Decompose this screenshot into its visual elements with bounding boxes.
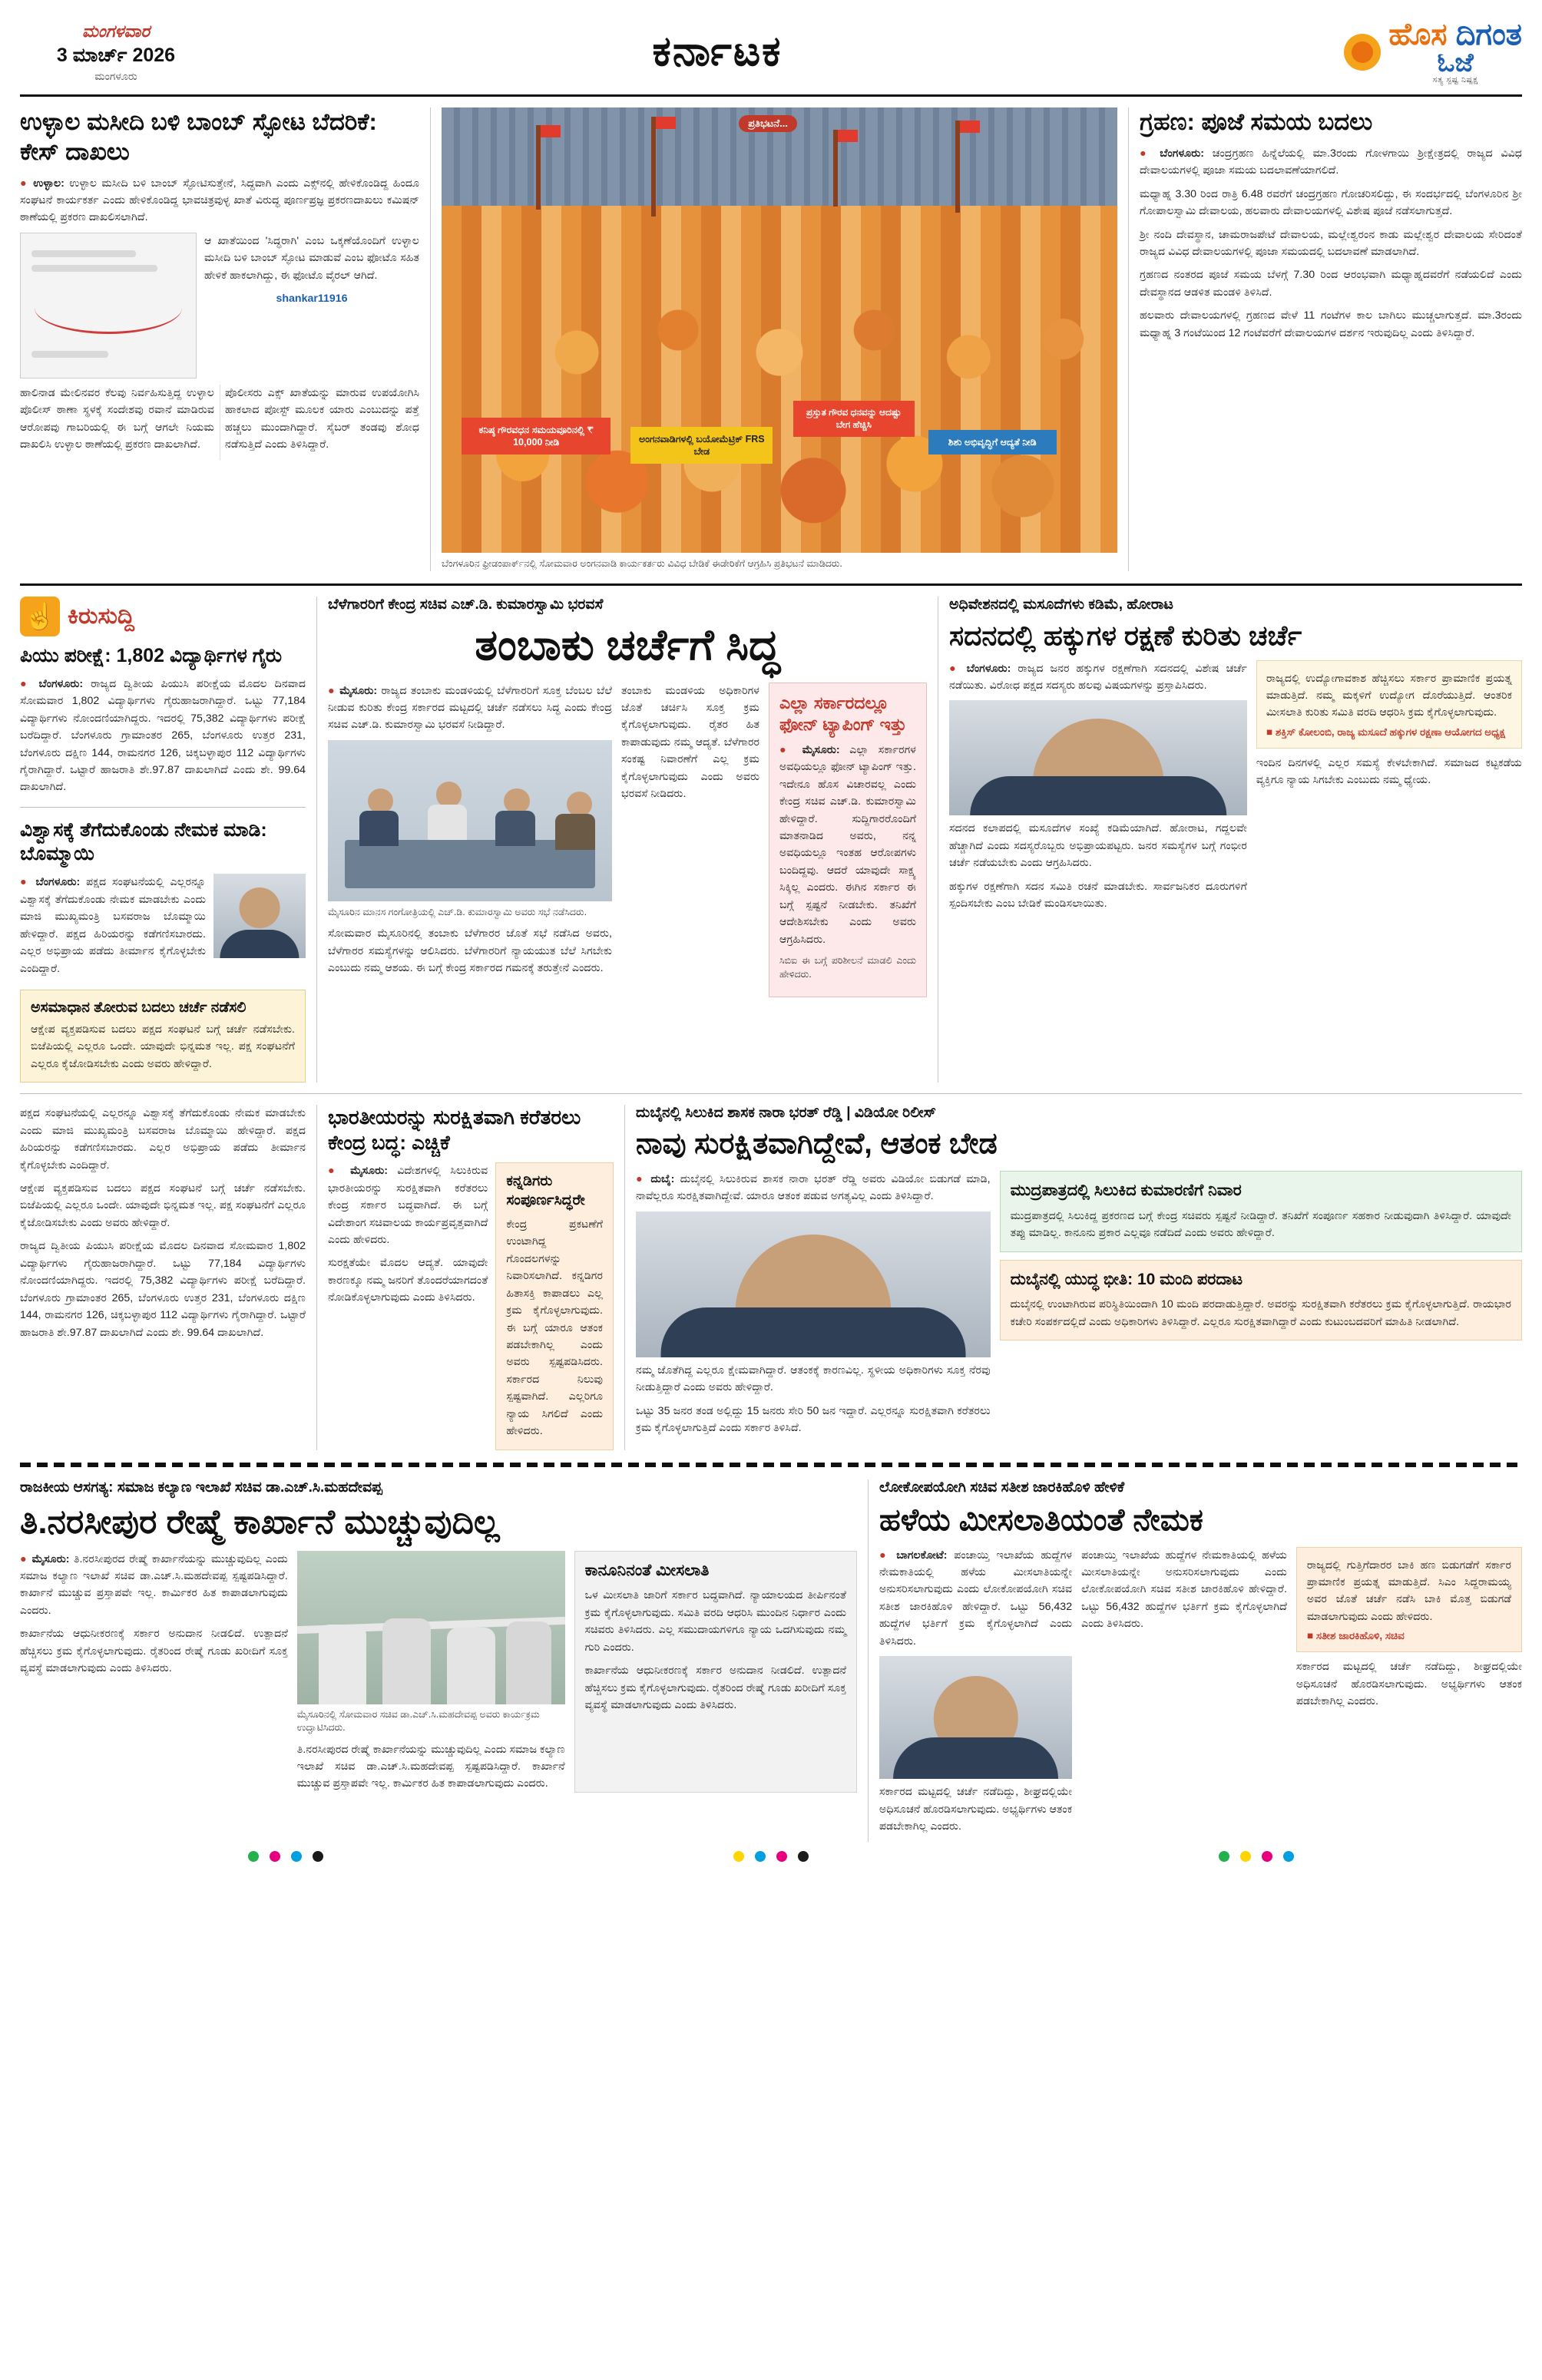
story-tobacco: ಬೆಳೆಗಾರರಿಗೆ ಕೇಂದ್ರ ಸಚಿವ ಎಚ್.ಡಿ. ಕುಮಾರಸ್ವಾಮಿ ಭರವಸೆ ತಂಬಾಕು ಚರ್ಚೆಗೆ ಸಿದ್ಧ ● ಮೈಸೂರು: ರಾಜ್ಯದ ತಂಬಾಕು ಮಂಡಳಿಯಲ್ಲಿ ಬೆಳೆಗಾರರಿಗೆ ಸೂಕ್ತ ಬೆಂಬಲ ಬೆಲೆ ನೀಡುವ ಕುರಿತು ಕೇಂದ್ರ ಸರ್ಕಾರದ ಮಟ್ಟದಲ್ಲಿ ಚರ್ಚೆ ನಡೆಸಲು ಸಿದ್ಧ ಎಂದು ಕೇಂದ್ರ ಸಚಿವ ಎಚ್.ಡಿ. ಕುಮಾರಸ್ವಾಮಿ ಭರವಸೆ ನೀಡಿದ್ದಾರೆ. ಮೈಸೂರಿನ ಮಾನಸ ಗಂಗೋತ್ರಿಯಲ್ಲಿ ಎಚ್.ಡಿ. ಕುಮಾರಸ್ವಾಮಿ ಅವರು ಸಭೆ ನಡೆಸಿದರು. ಸೋಮವಾರ ಮೈಸೂರಿನಲ್ಲಿ ತಂಬಾಕು ಬೆಳೆಗಾರರ ಜೊತೆ ಸಭೆ ನಡೆಸಿದ ಅವರು, ಬೆಳೆಗಾರರ ಸಮಸ್ಯೆಗಳನ್ನು ಆಲಿಸಿದರು. ಬೆಳೆಗಾರರಿಗೆ ನ್ಯಾಯಯುತ ಬೆಲೆ ಸಿಗಬೇಕು ಎಂಬುದು ನಮ್ಮ ಆಶಯ. ಈ ಬಗ್ಗೆ ಕೇಂದ್ರ ಸರ್ಕಾರದ ಗಮನಕ್ಕೆ ತರುತ್ತೇನೆ ಎಂದರು. ತಂಬಾಕು ಮಂಡಳಿಯ ಅಧಿಕಾರಿಗಳ ಜೊತೆ ಚರ್ಚಿಸಿ ಸೂಕ್ತ ಕ್ರಮ ಕೈಗೊಳ್ಳಲಾಗುವುದು. ರೈತರ ಹಿತ ಕಾಪಾಡುವುದು ನಮ್ಮ ಆದ್ಯತೆ. ಬೆಳೆಗಾರರ ಸಂಕಷ್ಟ ನಿವಾರಣೆಗೆ ಎಲ್ಲ ಕ್ರಮ ಕೈಗೊಳ್ಳಲಾಗುವುದು ಎಂದು ಅವರು ಭರವಸೆ ನೀಡಿದರು. ಎಲ್ಲಾ ಸರ್ಕಾರದಲ್ಲೂ ಫೋನ್ ಟ್ಯಾಪಿಂಗ್ ಇತ್ತು ● ಮೈಸೂರು: ಎಲ್ಲಾ ಸರ್ಕಾರಗಳ ಅವಧಿಯಲ್ಲೂ ಫೋನ್ ಟ್ಯಾಪಿಂಗ್ ಇತ್ತು. ಇದೇನೂ ಹೊಸ ವಿಚಾರವಲ್ಲ ಎಂದು ಕೇಂದ್ರ ಸಚಿವ ಎಚ್.ಡಿ. ಕುಮಾರಸ್ವಾಮಿ ಹೇಳಿದ್ದಾರೆ. ಸುದ್ದಿಗಾರರೊಂದಿಗೆ ಮಾತನಾಡಿದ ಅವರು, ನನ್ನ ಅವಧಿಯಲ್ಲೂ ಇಂತಹ ಆರೋಪಗಳು ಬಂದಿದ್ದವು. ಆದರೆ ಯಾವುದೇ ಸಾಕ್ಷ್ಯ ಸಿಕ್ಕಿಲ್ಲ ಎಂದರು. ಈಗಿನ ಸರ್ಕಾರ ಈ ಬಗ್ಗೆ ಸ್ಪಷ್ಟನೆ ನೀಡಬೇಕು. ತನಿಖೆಗೆ ಆದೇಶಿಸಬೇಕು ಎಂದು ಅವರು ಆಗ್ರಹಿಸಿದರು. ಸಿಬಿಐ ಈ ಬಗ್ಗೆ ಪರಿಶೀಲನೆ ಮಾಡಲಿ ಎಂದು ಹೇಳಿದರು. — [328, 597, 927, 1083]
headline: ಭಾರತೀಯರನ್ನು ಸುರಕ್ಷಿತವಾಗಿ ಕರೆತರಲು ಕೇಂದ್ರ ಬದ್ಧ: ಎಚ್ಚಿಕೆ — [328, 1106, 581, 1154]
para-2: ಸದನದ ಕಲಾಪದಲ್ಲಿ ಮಸೂದೆಗಳ ಸಂಖ್ಯೆ ಕಡಿಮೆಯಾಗಿದೆ. ಹೋರಾಟ, ಗದ್ದಲವೇ ಹೆಚ್ಚಾಗಿದೆ ಎಂದು ಸದಸ್ಯರೊಬ್ಬರು ಅಭಿಪ್ರಾಯಪಟ್ಟರು. ಜನರ ಸಮಸ್ಯೆಗಳ ಬಗ್ಗೆ ಗಂಭೀರ ಚರ್ಚೆ ನಡೆಯಬೇಕು ಎಂದು ಆಗ್ರಹಿಸಿದರು. — [949, 822, 1247, 870]
box-body-2: ಕಾರ್ಖಾನೆಯ ಆಧುನೀಕರಣಕ್ಕೆ ಸರ್ಕಾರ ಅನುದಾನ ನೀಡಲಿದೆ. ಉತ್ಪಾದನೆ ಹೆಚ್ಚಿಸಲು ಕ್ರಮ ಕೈಗೊಳ್ಳಲಾಗುವುದು. ರೈತರಿಂದ ರೇಷ್ಮೆ ಗೂಡು ಖರೀದಿಗೆ ಸೂಕ್ತ ವ್ಯವಸ್ಥೆ ಮಾಡಲಾಗುವುದು ಎಂದು ತಿಳಿಸಿದರು. — [584, 1664, 846, 1712]
para-5: ಹಲವಾರು ದೇವಾಲಯಗಳಲ್ಲಿ ಗ್ರಹಣದ ವೇಳೆ 11 ಗಂಟೆಗಳ ಕಾಲ ಬಾಗಿಲು ಮುಚ್ಚಲಾಗುತ್ತದೆ. ಮಾ.3ರಂದು ಮಧ್ಯಾಹ್ನ 3 ಗಂಟೆಯಿಂದ 12 ಗಂಟೆವರೆಗೆ ದೇವಾಲಯಗಳ ದರ್ಶನ ಇರುವುದಿಲ್ಲ ಎಂದು ತಿಳಿಸಿದ್ದಾರೆ. — [1140, 309, 1522, 339]
story-ullala-bomb — [20, 107, 419, 571]
para-1: ರಾಜ್ಯದ ಜನರ ಹಕ್ಕುಗಳ ರಕ್ಷಣೆಗಾಗಿ ಸದನದಲ್ಲಿ ವಿಶೇಷ ಚರ್ಚೆ ನಡೆಯಿತು. ವಿರೋಧ ಪಕ್ಷದ ಸದಸ್ಯರು ಹಲವು ವಿಷಯಗಳನ್ನು ಪ್ರಸ್ತಾಪಿಸಿದರು. — [949, 662, 1247, 692]
placard-3: ಪ್ರಸ್ತುತ ಗೌರವ ಧನವನ್ನು ಆದಷ್ಟು ಬೇಗ ಹೆಚ್ಚಿಸಿ — [793, 401, 915, 437]
para-1: ರಾಜ್ಯದ ತಂಬಾಕು ಮಂಡಳಿಯಲ್ಲಿ ಬೆಳೆಗಾರರಿಗೆ ಸೂಕ್ತ ಬೆಂಬಲ ಬೆಲೆ ನೀಡುವ ಕುರಿತು ಕೇಂದ್ರ ಸರ್ಕಾರದ ಮಟ್ಟದಲ್ಲಿ ಚರ್ಚೆ ನಡೆಸಲು ಸಿದ್ಧ ಎಂದು ಕೇಂದ್ರ ಸಚಿವ ಎಚ್.ಡಿ. ಕುಮಾರಸ್ವಾಮಿ ಭರವಸೆ ನೀಡಿದ್ದಾರೆ. — [328, 684, 612, 732]
headline: ಹಳೆಯ ಮೀಸಲಾತಿಯಂತೆ ನೇಮಕ — [879, 1502, 1203, 1537]
para-3: ಪಂಚಾಯ್ತಿ ಇಲಾಖೆಯ ಹುದ್ದೆಗಳ ನೇಮಕಾತಿಯಲ್ಲಿ ಹಳೆಯ ಮೀಸಲಾತಿಯನ್ನೇ ಅನುಸರಿಸಲಾಗುವುದು ಎಂದು ಲೋಕೋಪಯೋಗಿ ಸಚಿವ ಸತೀಶ ಜಾರಕಿಹೊಳಿ ಹೇಳಿದ್ದಾರೆ. ಒಟ್ಟು 56,432 ಹುದ್ದೆಗಳ ಭರ್ತಿಗೆ ಕ್ರಮ ಕೈಗೊಳ್ಳಲಾಗಿದೆ ಎಂದು ತಿಳಿಸಿದರು. — [1081, 1549, 1287, 1631]
dateline: ಬೆಂಗಳೂರು: — [966, 662, 1011, 675]
masthead-place: ಮಂಗಳೂರು — [94, 69, 137, 82]
quote-text: ರಾಜ್ಯದಲ್ಲಿ ಉದ್ಯೋಗಾವಕಾಶ ಹೆಚ್ಚಿಸಲು ಸರ್ಕಾರ ಪ್ರಾಮಾಣಿಕ ಪ್ರಯತ್ನ ಮಾಡುತ್ತಿದೆ. ನಮ್ಮ ಮಕ್ಕಳಿಗೆ ಉದ್ಯೋಗ ದೊರೆಯುತ್ತಿದೆ. ಆಂತರಿಕ ಮೀಸಲಾತಿ ಕುರಿತು ಸಮಿತಿ ವರದಿ ಆಧರಿಸಿ ಕ್ರಮ ಕೈಗೊಳ್ಳಲಾಗುವುದು. — [1266, 672, 1512, 719]
photo-caption: ಮೈಸೂರಿನಲ್ಲಿ ಸೋಮವಾರ ಸಚಿವ ಡಾ.ಎಚ್.ಸಿ.ಮಹದೇವಪ್ಪ ಅವರು ಕಾರ್ಯಕ್ರಮ ಉದ್ಘಾಟಿಸಿದರು. — [296, 1708, 540, 1734]
story-bharat-reddy: ದುಬೈನಲ್ಲಿ ಸಿಲುಕಿದ ಶಾಸಕ ನಾರಾ ಭರತ್ ರೆಡ್ಡಿ | ವಿಡಿಯೋ ರಿಲೀಸ್ ನಾವು ಸುರಕ್ಷಿತವಾಗಿದ್ದೇವೆ, ಆತಂಕ ಬೇಡ ● ದುಬೈ: ದುಬೈನಲ್ಲಿ ಸಿಲುಕಿರುವ ಶಾಸಕ ನಾರಾ ಭರತ್ ರೆಡ್ಡಿ ಅವರು ವಿಡಿಯೋ ಬಿಡುಗಡೆ ಮಾಡಿ, ನಾವೆಲ್ಲರೂ ಸುರಕ್ಷಿತವಾಗಿದ್ದೇವೆ. ಯಾರೂ ಆತಂಕ ಪಡುವ ಅಗತ್ಯವಿಲ್ಲ ಎಂದು ತಿಳಿಸಿದ್ದಾರೆ. ನಮ್ಮ ಜೊತೆಗಿದ್ದ ಎಲ್ಲರೂ ಕ್ಷೇಮವಾಗಿದ್ದಾರೆ. ಆತಂಕಕ್ಕೆ ಕಾರಣವಿಲ್ಲ. ಸ್ಥಳೀಯ ಅಧಿಕಾರಿಗಳು ಸೂಕ್ತ ನೆರವು ನೀಡುತ್ತಿದ್ದಾರೆ ಎಂದು ಅವರು ಹೇಳಿದ್ದಾರೆ. ಒಟ್ಟು 35 ಜನರ ತಂಡ ಅಲ್ಲಿದ್ದು 15 ಜನರು ಸೇರಿ 50 ಜನ ಇದ್ದಾರೆ. ಎಲ್ಲರನ್ನೂ ಸುರಕ್ಷಿತವಾಗಿ ಕರೆತರಲು ಕ್ರಮ ಕೈಗೊಳ್ಳಲಾಗುತ್ತಿದೆ ಎಂದು ಸರ್ಕಾರ ತಿಳಿಸಿದೆ. ಮುದ್ರಪಾತ್ರದಲ್ಲಿ ಸಿಲುಕಿದ ಕುಮಾರಣಿಗೆ ನಿವಾರ ಮುದ್ರಪಾತ್ರದಲ್ಲಿ ಸಿಲುಕಿದ್ದ ಪ್ರಕರಣದ ಬಗ್ಗೆ ಕೇಂದ್ರ ಸಚಿವರು ಸ್ಪಷ್ಟನೆ ನೀಡಿದ್ದಾರೆ. ತನಿಖೆಗೆ ಸಂಪೂರ್ಣ ಸಹಕಾರ ನೀಡುವುದಾಗಿ ತಿಳಿಸಿದ್ದಾರೆ. ಯಾವುದೇ ತಪ್ಪು ಮಾಡಿಲ್ಲ. ಕಾನೂನು ಪ್ರಕಾರ ಎಲ್ಲವೂ ನಡೆದಿದೆ ಎಂದು ಅವರು ಹೇಳಿದ್ದಾರೆ. ದುಬೈನಲ್ಲಿ ಯುದ್ಧ ಭೀತಿ: 10 ಮಂದಿ ಪರದಾಟ ದುಬೈನಲ್ಲಿ ಉಂಟಾಗಿರುವ ಪರಿಸ್ಥಿತಿಯಿಂದಾಗಿ 10 ಮಂದಿ ಪರದಾಡುತ್ತಿದ್ದಾರೆ. ಅವರನ್ನು ಸುರಕ್ಷಿತವಾಗಿ ಕರೆತರಲು ಕ್ರಮ ಕೈಗೊಳ್ಳಲಾಗುತ್ತಿದೆ. ರಾಯಭಾರ ಕಚೇರಿ ಸಂಪರ್ಕದಲ್ಲಿದೆ ಎಂದು ಅಧಿಕಾರಿಗಳು ತಿಳಿಸಿದ್ದಾರೆ. ಎಲ್ಲರೂ ಸುರಕ್ಷಿತವಾಗಿದ್ದಾರೆ ಎಂದು ಕುಟುಂಬದವರಿಗೆ ಮಾಹಿತಿ ನೀಡಲಾಗಿದೆ. — [636, 1105, 1522, 1449]
para-2: ಸೋಮವಾರ ಮೈಸೂರಿನಲ್ಲಿ ತಂಬಾಕು ಬೆಳೆಗಾರರ ಜೊತೆ ಸಭೆ ನಡೆಸಿದ ಅವರು, ಬೆಳೆಗಾರರ ಸಮಸ್ಯೆಗಳನ್ನು ಆಲಿಸಿದರು. ಬೆಳೆಗಾರರಿಗೆ ನ್ಯಾಯಯುತ ಬೆಲೆ ಸಿಗಬೇಕು ಎಂಬುದು ನಮ್ಮ ಆಶಯ. ಈ ಬಗ್ಗೆ ಕೇಂದ್ರ ಸರ್ಕಾರದ ಗಮನಕ್ಕೆ ತರುತ್ತೇನೆ ಎಂದರು. — [328, 927, 612, 975]
color-registration-dots — [20, 1842, 1522, 1868]
dateline: ದುಬೈ: — [650, 1172, 675, 1185]
dateline: ಮೈಸೂರು: — [31, 1552, 70, 1565]
kiru-overflow-text: ಪಕ್ಷದ ಸಂಘಟನೆಯಲ್ಲಿ ಎಲ್ಲರನ್ನೂ ವಿಶ್ವಾಸಕ್ಕೆ ತೆಗೆದುಕೊಂಡು ನೇಮಕ ಮಾಡಬೇಕು ಎಂದು ಮಾಜಿ ಮುಖ್ಯಮಂತ್ರಿ ಬಸವರಾಜ ಬೊಮ್ಮಾಯಿ ಹೇಳಿದ್ದಾರೆ. ಪಕ್ಷದ ಹಿರಿಯರನ್ನು ಕಡೆಗಣಿಸಬಾರದು. ಎಲ್ಲರ ಅಭಿಪ್ರಾಯ ಪಡೆದು ತೀರ್ಮಾನ ಕೈಗೊಳ್ಳಬೇಕು ಎಂದಿದ್ದಾರೆ. — [20, 1107, 306, 1172]
para-3: ತಿ.ನರಸೀಪುರದ ರೇಷ್ಮೆ ಕಾರ್ಖಾನೆಯನ್ನು ಮುಚ್ಚುವುದಿಲ್ಲ ಎಂದು ಸಮಾಜ ಕಲ್ಯಾಣ ಇಲಾಖೆ ಸಚಿವ ಡಾ.ಎಚ್.ಸಿ.ಮಹದೇವಪ್ಪ ಸ್ಪಷ್ಟಪಡಿಸಿದ್ದಾರೆ. ಕಾರ್ಖಾನೆ ಮುಚ್ಚುವ ಪ್ರಸ್ತಾಪವೇ ಇಲ್ಲ. ಕಾರ್ಮಿಕರ ಹಿತ ಕಾಪಾಡಲಾಗುವುದು ಎಂದರು. — [296, 1743, 565, 1790]
minister-portrait — [879, 1656, 1072, 1779]
story-recruitment: ಲೋಕೋಪಯೋಗಿ ಸಚಿವ ಸತೀಶ ಜಾರಕಿಹೊಳಿ ಹೇಳಿಕೆ ಹಳೆಯ ಮೀಸಲಾತಿಯಂತೆ ನೇಮಕ ● ಬಾಗಲಕೋಟೆ: ಪಂಚಾಯ್ತಿ ಇಲಾಖೆಯ ಹುದ್ದೆಗಳ ನೇಮಕಾತಿಯಲ್ಲಿ ಹಳೆಯ ಮೀಸಲಾತಿಯನ್ನೇ ಅನುಸರಿಸಲಾಗುವುದು ಎಂದು ಲೋಕೋಪಯೋಗಿ ಸಚಿವ ಸತೀಶ ಜಾರಕಿಹೊಳಿ ಹೇಳಿದ್ದಾರೆ. ಒಟ್ಟು 56,432 ಹುದ್ದೆಗಳ ಭರ್ತಿಗೆ ಕ್ರಮ ಕೈಗೊಳ್ಳಲಾಗಿದೆ ಎಂದು ತಿಳಿಸಿದರು. ಸರ್ಕಾರದ ಮಟ್ಟದಲ್ಲಿ ಚರ್ಚೆ ನಡೆದಿದ್ದು, ಶೀಘ್ರದಲ್ಲಿಯೇ ಅಧಿಸೂಚನೆ ಹೊರಡಿಸಲಾಗುವುದು. ಅಭ್ಯರ್ಥಿಗಳು ಆತಂಕ ಪಡಬೇಕಾಗಿಲ್ಲ ಎಂದರು. ಪಂಚಾಯ್ತಿ ಇಲಾಖೆಯ ಹುದ್ದೆಗಳ ನೇಮಕಾತಿಯಲ್ಲಿ ಹಳೆಯ ಮೀಸಲಾತಿಯನ್ನೇ ಅನುಸರಿಸಲಾಗುವುದು ಎಂದು ಲೋಕೋಪಯೋಗಿ ಸಚಿವ ಸತೀಶ ಜಾರಕಿಹೊಳಿ ಹೇಳಿದ್ದಾರೆ. ಒಟ್ಟು 56,432 ಹುದ್ದೆಗಳ ಭರ್ತಿಗೆ ಕ್ರಮ ಕೈಗೊಳ್ಳಲಾಗಿದೆ ಎಂದು ತಿಳಿಸಿದರು. ರಾಜ್ಯದಲ್ಲಿ ಗುತ್ತಿಗೆದಾರರ ಬಾಕಿ ಹಣ ಬಿಡುಗಡೆಗೆ ಸರ್ಕಾರ ಪ್ರಾಮಾಣಿಕ ಪ್ರಯತ್ನ ಮಾಡುತ್ತಿದೆ. ಸಿಎಂ ಸಿದ್ದರಾಮಯ್ಯ ಅವರ ಜೊತೆ ಚರ್ಚೆ ನಡೆಸಿ ಬಾಕಿ ಮೊತ್ತ ಬಿಡುಗಡೆ ಮಾಡಲಾಗುವುದು ಎಂದು ಹೇಳಿದರು. ■ ಸತೀಶ ಜಾರಕಿಹೊಳಿ, ಸಚಿವ ಸರ್ಕಾರದ ಮಟ್ಟದಲ್ಲಿ ಚರ್ಚೆ ನಡೆದಿದ್ದು, ಶೀಘ್ರದಲ್ಲಿಯೇ ಅಧಿಸೂಚನೆ ಹೊರಡಿಸಲಾಗುವುದು. ಅಭ್ಯರ್ಥಿಗಳು ಆತಂಕ ಪಡಬೇಕಾಗಿಲ್ಲ ಎಂದರು. — [879, 1479, 1522, 1842]
headline: ಸದನದಲ್ಲಿ ಹಕ್ಕುಗಳ ರಕ್ಷಣೆ ಕುರಿತು ಚರ್ಚೆ — [949, 619, 1302, 651]
kiru-item-2-body: ಪಕ್ಷದ ಸಂಘಟನೆಯಲ್ಲಿ ಎಲ್ಲರನ್ನೂ ವಿಶ್ವಾಸಕ್ಕೆ ತೆಗೆದುಕೊಂಡು ನೇಮಕ ಮಾಡಬೇಕು ಎಂದು ಮಾಜಿ ಮುಖ್ಯಮಂತ್ರಿ ಬಸವರಾಜ ಬೊಮ್ಮಾಯಿ ಹೇಳಿದ್ದಾರೆ. ಪಕ್ಷದ ಹಿರಿಯರನ್ನು ಕಡೆಗಣಿಸಬಾರದು. ಎಲ್ಲರ ಅಭಿಪ್ರಾಯ ಪಡೆದು ತೀರ್ಮಾನ ಕೈಗೊಳ್ಳಬೇಕು ಎಂದಿದ್ದಾರೆ. — [20, 876, 206, 975]
top-row — [20, 107, 1522, 571]
session-quote-box: ರಾಜ್ಯದಲ್ಲಿ ಉದ್ಯೋಗಾವಕಾಶ ಹೆಚ್ಚಿಸಲು ಸರ್ಕಾರ ಪ್ರಾಮಾಣಿಕ ಪ್ರಯತ್ನ ಮಾಡುತ್ತಿದೆ. ನಮ್ಮ ಮಕ್ಕಳಿಗೆ ಉದ್ಯೋಗ ದೊರೆಯುತ್ತಿದೆ. ಆಂತರಿಕ ಮೀಸಲಾತಿ ಕುರಿತು ಸಮಿತಿ ವರದಿ ಆಧರಿಸಿ ಕ್ರಮ ಕೈಗೊಳ್ಳಲಾಗುವುದು. ■ ಶಕ್ತಿಸ್ ಕೋಲಂಬಿ, ರಾಜ್ಯ ಮಸೂದೆ ಹಕ್ಕುಗಳ ರಕ್ಷಣಾ ಆಯೋಗದ ಅಧ್ಯಕ್ಷ — [1256, 660, 1522, 749]
inauguration-photo — [297, 1551, 565, 1704]
third-row — [20, 1105, 1522, 1449]
story-session: ಅಧಿವೇಶನದಲ್ಲಿ ಮಸೂದೆಗಳು ಕಡಿಮೆ, ಹೋರಾಟ ಸದನದಲ್ಲಿ ಹಕ್ಕುಗಳ ರಕ್ಷಣೆ ಕುರಿತು ಚರ್ಚೆ ● ಬೆಂಗಳೂರು: ರಾಜ್ಯದ ಜನರ ಹಕ್ಕುಗಳ ರಕ್ಷಣೆಗಾಗಿ ಸದನದಲ್ಲಿ ವಿಶೇಷ ಚರ್ಚೆ ನಡೆಯಿತು. ವಿರೋಧ ಪಕ್ಷದ ಸದಸ್ಯರು ಹಲವು ವಿಷಯಗಳನ್ನು ಪ್ರಸ್ತಾಪಿಸಿದರು. ಸದನದ ಕಲಾಪದಲ್ಲಿ ಮಸೂದೆಗಳ ಸಂಖ್ಯೆ ಕಡಿಮೆಯಾಗಿದೆ. ಹೋರಾಟ, ಗದ್ದಲವೇ ಹೆಚ್ಚಾಗಿದೆ ಎಂದು ಸದಸ್ಯರೊಬ್ಬರು ಅಭಿಪ್ರಾಯಪಟ್ಟರು. ಜನರ ಸಮಸ್ಯೆಗಳ ಬಗ್ಗೆ ಗಂಭೀರ ಚರ್ಚೆ ನಡೆಯಬೇಕು ಎಂದು ಆಗ್ರಹಿಸಿದರು. ಹಕ್ಕುಗಳ ರಕ್ಷಣೆಗಾಗಿ ಸದನ ಸಮಿತಿ ರಚನೆ ಮಾಡಬೇಕು. ಸಾರ್ವಜನಿಕರ ದೂರುಗಳಿಗೆ ಸ್ಪಂದಿಸಬೇಕು ಎಂಬ ಬೇಡಿಕೆ ಮಂಡಿಸಲಾಯಿತು. ರಾಜ್ಯದಲ್ಲಿ ಉದ್ಯೋಗಾವಕಾಶ ಹೆಚ್ಚಿಸಲು ಸರ್ಕಾರ ಪ್ರಾಮಾಣಿಕ ಪ್ರಯತ್ನ ಮಾಡುತ್ತಿದೆ. ನಮ್ಮ ಮಕ್ಕಳಿಗೆ ಉದ್ಯೋಗ ದೊರೆಯುತ್ತಿದೆ. ಆಂತರಿಕ ಮೀಸಲಾತಿ ಕುರಿತು ಸಮಿತಿ ವರದಿ ಆಧರಿಸಿ ಕ್ರಮ ಕೈಗೊಳ್ಳಲಾಗುವುದು. ■ ಶಕ್ತಿಸ್ ಕೋಲಂಬಿ, ರಾಜ್ಯ ಮಸೂದೆ ಹಕ್ಕುಗಳ ರಕ್ಷಣಾ ಆಯೋಗದ ಅಧ್ಯಕ್ಷ ಇಂದಿನ ದಿನಗಳಲ್ಲಿ ಎಲ್ಲರ ಸಮಸ್ಯೆ ಕೇಳಬೇಕಾಗಿದೆ. ಸಮಾಜದ ಕಟ್ಟಕಡೆಯ ವ್ಯಕ್ತಿಗೂ ನ್ಯಾಯ ಸಿಗಬೇಕು ಎಂಬುದು ನಮ್ಮ ಧ್ಯೇಯ. — [949, 597, 1522, 1083]
masthead-date: 3 ಮಾರ್ಚ್ 2026 — [56, 45, 176, 67]
headline: ಉಳ್ಳಾಲ ಮಸೀದಿ ಬಳಿ ಬಾಂಬ್ ಸ್ಫೋಟ ಬೆದರಿಕೆ: ಕೇಸ್ ದಾಖಲು — [20, 108, 377, 165]
kiru-overflow-text-3: ರಾಜ್ಯದ ದ್ವಿತೀಯ ಪಿಯುಸಿ ಪರೀಕ್ಷೆಯ ಮೊದಲ ದಿನವಾದ ಸೋಮವಾರ 1,802 ವಿದ್ಯಾರ್ಥಿಗಳು ಗೈರುಹಾಜರಾಗಿದ್ದಾರೆ. ಒಟ್ಟು 77,184 ವಿದ್ಯಾರ್ಥಿಗಳು ನೋಂದಣಿಯಾಗಿದ್ದರು. ಇದರಲ್ಲಿ 75,382 ವಿದ್ಯಾರ್ಥಿಗಳು ಪರೀಕ್ಷೆ ಬರೆದಿದ್ದಾರೆ. ಬೆಂಗಳೂರು ಗ್ರಾಮಾಂತರ 265, ಬೆಂಗಳೂರು ಉತ್ತರ 231, ಬೆಂಗಳೂರು ದಕ್ಷಿಣ 144, ರಾಮನಗರ 126, ಚಿಕ್ಕಬಳ್ಳಾಪುರ 112 ವಿದ್ಯಾರ್ಥಿಗಳು ಗೈರಾಗಿದ್ದಾರೆ. ಒಟ್ಟಾರೆ ಹಾಜರಾತಿ ಶೇ.97.87 ದಾಖಲಾಗಿದೆ ಎಂದು ಶೇ. 99.64 ದಾಖಲಾಗಿದೆ. — [20, 1240, 306, 1339]
page-title: ಕರ್ನಾಟಕ — [652, 28, 783, 74]
dateline: ಬೆಂಗಳೂರು: — [1160, 147, 1204, 160]
bottom-row — [20, 1479, 1522, 1842]
photo-caption: ಬೆಂಗಳೂರಿನ ಫ್ರೀಡಂಪಾರ್ಕ್‌ನಲ್ಲಿ ಸೋಮವಾರ ಅಂಗನವಾಡಿ ಕಾರ್ಯಕರ್ತರು ವಿವಿಧ ಬೇಡಿಕೆ ಈಡೇರಿಕೆಗೆ ಆಗ್ರಹಿಸಿ ಪ್ರತಿಭಟನೆ ಮಾಡಿದರು. — [442, 558, 842, 569]
sun-icon — [1344, 34, 1381, 71]
story-central-commitment: ಭಾರತೀಯರನ್ನು ಸುರಕ್ಷಿತವಾಗಿ ಕರೆತರಲು ಕೇಂದ್ರ ಬದ್ಧ: ಎಚ್ಚಿಕೆ ● ಮೈಸೂರು: ವಿದೇಶಗಳಲ್ಲಿ ಸಿಲುಕಿರುವ ಭಾರತೀಯರನ್ನು ಸುರಕ್ಷಿತವಾಗಿ ಕರೆತರಲು ಕೇಂದ್ರ ಸರ್ಕಾರ ಬದ್ಧವಾಗಿದೆ. ಈ ಬಗ್ಗೆ ವಿದೇಶಾಂಗ ಸಚಿವಾಲಯ ಕಾರ್ಯಪ್ರವೃತ್ತವಾಗಿದೆ ಎಂದು ಹೇಳಿದರು. ಸುರಕ್ಷತೆಯೇ ಮೊದಲ ಆದ್ಯತೆ. ಯಾವುದೇ ಕಾರಣಕ್ಕೂ ನಮ್ಮ ಜನರಿಗೆ ತೊಂದರೆಯಾಗದಂತೆ ನೋಡಿಕೊಳ್ಳಲಾಗುವುದು ಎಂದು ತಿಳಿಸಿದರು. ಕನ್ನಡಿಗರು ಸಂಪೂರ್ಣಸಿದ್ಧರೇ ಕೇಂದ್ರ ಪ್ರಕಟಣೆಗೆ ಉಂಟಾಗಿದ್ದ ಗೊಂದಲಗಳನ್ನು ನಿವಾರಿಸಲಾಗಿದೆ. ಕನ್ನಡಿಗರ ಹಿತಾಸಕ್ತಿ ಕಾಪಾಡಲು ಎಲ್ಲ ಕ್ರಮ ಕೈಗೊಳ್ಳಲಾಗುವುದು. ಈ ಬಗ್ಗೆ ಯಾರೂ ಆತಂಕ ಪಡಬೇಕಾಗಿಲ್ಲ ಎಂದು ಅವರು ಸ್ಪಷ್ಟಪಡಿಸಿದರು. ಸರ್ಕಾರದ ನಿಲುವು ಸ್ಪಷ್ಟವಾಗಿದೆ. ಎಲ್ಲರಿಗೂ ನ್ಯಾಯ ಸಿಗಲಿದೆ ಎಂದು ಹೇಳಿದರು. — [328, 1105, 614, 1449]
headline: ತಿ.ನರಸೀಪುರ ರೇಷ್ಮೆ ಕಾರ್ಖಾನೆ ಮುಚ್ಚುವುದಿಲ್ಲ — [20, 1502, 500, 1541]
quote-heading: ಅಸಮಾಧಾನ ತೋರುವ ಬದಲು ಚರ್ಚೆ ನಡೆಸಲಿ — [31, 999, 247, 1016]
kiru-badge-word2: ಸುದ್ದಿ — [98, 603, 135, 629]
dateline: ಮೈಸೂರು: — [350, 1165, 388, 1178]
logo-word-1: ಹೊಸ — [1388, 18, 1448, 51]
box-text: ರಾಜ್ಯದಲ್ಲಿ ಗುತ್ತಿಗೆದಾರರ ಬಾಕಿ ಹಣ ಬಿಡುಗಡೆಗೆ ಸರ್ಕಾರ ಪ್ರಾಮಾಣಿಕ ಪ್ರಯತ್ನ ಮಾಡುತ್ತಿದೆ. ಸಿಎಂ ಸಿದ್ದರಾಮಯ್ಯ ಅವರ ಜೊತೆ ಚರ್ಚೆ ನಡೆಸಿ ಬಾಕಿ ಮೊತ್ತ ಬಿಡುಗಡೆ ಮಾಡಲಾಗುವುದು ಎಂದು ಹೇಳಿದರು. — [1306, 1559, 1511, 1623]
dateline: ಮೈಸೂರು: — [802, 743, 840, 756]
headline: ನಾವು ಸುರಕ್ಷಿತವಾಗಿದ್ದೇವೆ, ಆತಂಕ ಬೇಡ — [636, 1128, 998, 1161]
story-silk-factory: ರಾಜಕೀಯ ಆಸಗತ್ಯ: ಸಮಾಜ ಕಲ್ಯಾಣ ಇಲಾಖೆ ಸಚಿವ ಡಾ.ಎಚ್.ಸಿ.ಮಹದೇವಪ್ಪ ತಿ.ನರಸೀಪುರ ರೇಷ್ಮೆ ಕಾರ್ಖಾನೆ ಮುಚ್ಚುವುದಿಲ್ಲ ● ಮೈಸೂರು: ತಿ.ನರಸೀಪುರದ ರೇಷ್ಮೆ ಕಾರ್ಖಾನೆಯನ್ನು ಮುಚ್ಚುವುದಿಲ್ಲ ಎಂದು ಸಮಾಜ ಕಲ್ಯಾಣ ಇಲಾಖೆ ಸಚಿವ ಡಾ.ಎಚ್.ಸಿ.ಮಹದೇವಪ್ಪ ಸ್ಪಷ್ಟಪಡಿಸಿದ್ದಾರೆ. ಕಾರ್ಖಾನೆ ಮುಚ್ಚುವ ಪ್ರಸ್ತಾಪವೇ ಇಲ್ಲ. ಕಾರ್ಮಿಕರ ಹಿತ ಕಾಪಾಡಲಾಗುವುದು ಎಂದರು. ಕಾರ್ಖಾನೆಯ ಆಧುನೀಕರಣಕ್ಕೆ ಸರ್ಕಾರ ಅನುದಾನ ನೀಡಲಿದೆ. ಉತ್ಪಾದನೆ ಹೆಚ್ಚಿಸಲು ಕ್ರಮ ಕೈಗೊಳ್ಳಲಾಗುವುದು. ರೈತರಿಂದ ರೇಷ್ಮೆ ಗೂಡು ಖರೀದಿಗೆ ಸೂಕ್ತ ವ್ಯವಸ್ಥೆ ಮಾಡಲಾಗುವುದು ಎಂದು ತಿಳಿಸಿದರು. ಮೈಸೂರಿನಲ್ಲಿ ಸೋಮವಾರ ಸಚಿವ ಡಾ.ಎಚ್.ಸಿ.ಮಹದೇವಪ್ಪ ಅವರು ಕಾರ್ಯಕ್ರಮ ಉದ್ಘಾಟಿಸಿದರು. ತಿ.ನರಸೀಪುರದ ರೇಷ್ಮೆ ಕಾರ್ಖಾನೆಯನ್ನು ಮುಚ್ಚುವುದಿಲ್ಲ ಎಂದು ಸಮಾಜ ಕಲ್ಯಾಣ ಇಲಾಖೆ ಸಚಿವ ಡಾ.ಎಚ್.ಸಿ.ಮಹದೇವಪ್ಪ ಸ್ಪಷ್ಟಪಡಿಸಿದ್ದಾರೆ. ಕಾರ್ಖಾನೆ ಮುಚ್ಚುವ ಪ್ರಸ್ತಾಪವೇ ಇಲ್ಲ. ಕಾರ್ಮಿಕರ ಹಿತ ಕಾಪಾಡಲಾಗುವುದು ಎಂದರು. ಕಾನೂನಿನಂತೆ ಮೀಸಲಾತಿ ಒಳ ಮೀಸಲಾತಿ ಜಾರಿಗೆ ಸರ್ಕಾರ ಬದ್ಧವಾಗಿದೆ. ನ್ಯಾಯಾಲಯದ ತೀರ್ಪಿನಂತೆ ಕ್ರಮ ಕೈಗೊಳ್ಳಲಾಗುವುದು. ಸಮಿತಿ ವರದಿ ಆಧರಿಸಿ ಮುಂದಿನ ನಿರ್ಧಾರ ಎಂದು ಸಚಿವರು ತಿಳಿಸಿದರು. ಎಲ್ಲ ಸಮುದಾಯಗಳಿಗೂ ನ್ಯಾಯ ಒದಗಿಸುವುದು ನಮ್ಮ ಗುರಿ ಎಂದರು. ಕಾರ್ಖಾನೆಯ ಆಧುನೀಕರಣಕ್ಕೆ ಸರ್ಕಾರ ಅನುದಾನ ನೀಡಲಿದೆ. ಉತ್ಪಾದನೆ ಹೆಚ್ಚಿಸಲು ಕ್ರಮ ಕೈಗೊಳ್ಳಲಾಗುವುದು. ರೈತರಿಂದ ರೇಷ್ಮೆ ಗೂಡು ಖರೀದಿಗೆ ಸೂಕ್ತ ವ್ಯವಸ್ಥೆ ಮಾಡಲಾಗುವುದು ಎಂದು ತಿಳಿಸಿದರು. — [20, 1479, 857, 1842]
photo-protest-block — [442, 107, 1117, 571]
second-row — [20, 597, 1522, 1083]
kiru-overflow-text-2: ಆಕ್ಷೇಪ ವ್ಯಕ್ತಪಡಿಸುವ ಬದಲು ಪಕ್ಷದ ಸಂಘಟನೆ ಬಗ್ಗೆ ಚರ್ಚೆ ನಡೆಸಬೇಕು. ಬಿಜೆಪಿಯಲ್ಲಿ ಎಲ್ಲರೂ ಒಂದೇ. ಯಾವುದೇ ಭಿನ್ನಮತ ಇಲ್ಲ. ಪಕ್ಷ ಸಂಘಟನೆಗೆ ಎಲ್ಲರೂ ಕೈಜೋಡಿಸಬೇಕು ಎಂದು ಅವರು ಹೇಳಿದ್ದಾರೆ. — [20, 1182, 306, 1229]
social-handle: shankar11916 — [276, 293, 348, 306]
photo-tag: ಪ್ರತಿಭಟನೆ... — [739, 115, 797, 132]
quote-body: ಆಕ್ಷೇಪ ವ್ಯಕ್ತಪಡಿಸುವ ಬದಲು ಪಕ್ಷದ ಸಂಘಟನೆ ಬಗ್ಗೆ ಚರ್ಚೆ ನಡೆಸಬೇಕು. ಬಿಜೆಪಿಯಲ್ಲಿ ಎಲ್ಲರೂ ಒಂದೇ. ಯಾವುದೇ ಭಿನ್ನಮತ ಇಲ್ಲ. ಪಕ್ಷ ಸಂಘಟನೆಗೆ ಎಲ್ಲರೂ ಕೈಜೋಡಿಸಬೇಕು ಎಂದು ಅವರು ಹೇಳಿದ್ದಾರೆ. — [31, 1023, 295, 1070]
protest-photo — [442, 107, 1117, 553]
dateline: ಉಳ್ಳಾಲ: — [33, 177, 65, 190]
kicker: ಲೋಕೋಪಯೋಗಿ ಸಚಿವ ಸತೀಶ ಜಾರಕಿಹೊಳಿ ಹೇಳಿಕೆ — [879, 1479, 1125, 1496]
quote-after: ಇಂದಿನ ದಿನಗಳಲ್ಲಿ ಎಲ್ಲರ ಸಮಸ್ಯೆ ಕೇಳಬೇಕಾಗಿದೆ. ಸಮಾಜದ ಕಟ್ಟಕಡೆಯ ವ್ಯಕ್ತಿಗೂ ನ್ಯಾಯ ಸಿಗಬೇಕು ಎಂಬುದು ನಮ್ಮ ಧ್ಯೇಯ. — [1256, 756, 1522, 787]
para-4: ಸರ್ಕಾರದ ಮಟ್ಟದಲ್ಲಿ ಚರ್ಚೆ ನಡೆದಿದ್ದು, ಶೀಘ್ರದಲ್ಲಿಯೇ ಅಧಿಸೂಚನೆ ಹೊರಡಿಸಲಾಗುವುದು. ಅಭ್ಯರ್ಥಿಗಳು ಆತಂಕ ಪಡಬೇಕಾಗಿಲ್ಲ ಎಂದರು. — [1295, 1661, 1522, 1708]
quote-source: ಶಕ್ತಿಸ್ ಕೋಲಂಬಿ, ರಾಜ್ಯ ಮಸೂದೆ ಹಕ್ಕುಗಳ ರಕ್ಷಣಾ ಆಯೋಗದ ಅಧ್ಯಕ್ಷ — [1275, 726, 1506, 738]
box-body: ಒಳ ಮೀಸಲಾತಿ ಜಾರಿಗೆ ಸರ್ಕಾರ ಬದ್ಧವಾಗಿದೆ. ನ್ಯಾಯಾಲಯದ ತೀರ್ಪಿನಂತೆ ಕ್ರಮ ಕೈಗೊಳ್ಳಲಾಗುವುದು. ಸಮಿತಿ ವರದಿ ಆಧರಿಸಿ ಮುಂದಿನ ನಿರ್ಧಾರ ಎಂದು ಸಚಿವರು ತಿಳಿಸಿದರು. ಎಲ್ಲ ಸಮುದಾಯಗಳಿಗೂ ನ್ಯಾಯ ಒದಗಿಸುವುದು ನಮ್ಮ ಗುರಿ ಎಂದರು. — [584, 1589, 846, 1654]
para-1: ದುಬೈನಲ್ಲಿ ಸಿಲುಕಿರುವ ಶಾಸಕ ನಾರಾ ಭರತ್ ರೆಡ್ಡಿ ಅವರು ವಿಡಿಯೋ ಬಿಡುಗಡೆ ಮಾಡಿ, ನಾವೆಲ್ಲರೂ ಸುರಕ್ಷಿತವಾಗಿದ್ದೇವೆ. ಯಾರೂ ಆತಂಕ ಪಡುವ ಅಗತ್ಯವಿಲ್ಲ ಎಂದು ತಿಳಿಸಿದ್ದಾರೆ. — [636, 1172, 991, 1203]
logo-word-2: ದಿಗಂತ — [1455, 18, 1522, 51]
placard-2: ಅಂಗನವಾಡಿಗಳಲ್ಲಿ ಬಯೋಮೆಟ್ರಿಕ್ FRS ಬೇಡ — [630, 427, 773, 464]
para-2: ಮಧ್ಯಾಹ್ನ 3.30 ರಿಂದ ರಾತ್ರಿ 6.48 ರವರೆಗೆ ಚಂದ್ರಗ್ರಹಣ ಗೋಚರಿಸಲಿದ್ದು, ಈ ಸಂದರ್ಭದಲ್ಲಿ ಬೆಂಗಳೂರಿನ ಶ್ರೀ ಗೋಪಾಲಸ್ವಾಮಿ ದೇವಾಲಯ, ಹಲವಾರು ದೇವಾಲಯಗಳಲ್ಲಿ ವಿಶೇಷ ಪೂಜೆ ನಡೆಸಲಾಗುತ್ತದೆ. — [1140, 187, 1522, 218]
publication-logo — [1223, 19, 1522, 84]
para-3: ಶ್ರೀ ನಂದಿ ದೇವಸ್ಥಾನ, ಚಾಮರಾಜಪೇಟೆ ದೇವಾಲಯ, ಮಲ್ಲೇಶ್ವರಂನ ಕಾಡು ಮಲ್ಲೇಶ್ವರ ದೇವಾಲಯ ಸೇರಿದಂತೆ ರಾಜ್ಯದ ವಿವಿಧ ದೇವಾಲಯಗಳಲ್ಲಿ ಪೂಜಾ ಸಮಯದಲ್ಲಿ ಬದಲಾವಣೆ ಮಾಡಲಾಗಿದೆ. — [1140, 228, 1522, 258]
box-heading: ಎಲ್ಲಾ ಸರ್ಕಾರದಲ್ಲೂ ಫೋನ್ ಟ್ಯಾಪಿಂಗ್ ಇತ್ತು — [779, 693, 907, 734]
box-body: ಎಲ್ಲಾ ಸರ್ಕಾರಗಳ ಅವಧಿಯಲ್ಲೂ ಫೋನ್ ಟ್ಯಾಪಿಂಗ್ ಇತ್ತು. ಇದೇನೂ ಹೊಸ ವಿಚಾರವಲ್ಲ ಎಂದು ಕೇಂದ್ರ ಸಚಿವ ಎಚ್.ಡಿ. ಕುಮಾರಸ್ವಾಮಿ ಹೇಳಿದ್ದಾರೆ. ಸುದ್ದಿಗಾರರೊಂದಿಗೆ ಮಾತನಾಡಿದ ಅವರು, ನನ್ನ ಅವಧಿಯಲ್ಲೂ ಇಂತಹ ಆರೋಪಗಳು ಬಂದಿದ್ದವು. ಆದರೆ ಯಾವುದೇ ಸಾಕ್ಷ್ಯ ಸಿಕ್ಕಿಲ್ಲ ಎಂದರು. ಈಗಿನ ಸರ್ಕಾರ ಈ ಬಗ್ಗೆ ಸ್ಪಷ್ಟನೆ ನೀಡಬೇಕು. ತನಿಖೆಗೆ ಆದೇಶಿಸಬೇಕು ಎಂದು ಅವರು ಆಗ್ರಹಿಸಿದರು. — [779, 743, 916, 946]
para-2: ನಮ್ಮ ಜೊತೆಗಿದ್ದ ಎಲ್ಲರೂ ಕ್ಷೇಮವಾಗಿದ್ದಾರೆ. ಆತಂಕಕ್ಕೆ ಕಾರಣವಿಲ್ಲ. ಸ್ಥಳೀಯ ಅಧಿಕಾರಿಗಳು ಸೂಕ್ತ ನೆರವು ನೀಡುತ್ತಿದ್ದಾರೆ ಎಂದು ಅವರು ಹೇಳಿದ್ದಾರೆ. — [636, 1364, 991, 1394]
para-4: ಪೊಲೀಸರು ಎಕ್ಸ್ ಖಾತೆಯನ್ನು ಮಾರುವ ಉಪಯೋಗಿಸಿ ಹಾಕಲಾದ ಪೋಸ್ಟ್ ಮೂಲಕ ಯಾರು ಎಂಬುದನ್ನು ಪತ್ತೆ ಹಚ್ಚಲು ಮುಂದಾಗಿದ್ದಾರೆ. ಸೈಬರ್ ತಂಡವು ಶೋಧ ನಡೆಸುತ್ತಿದೆ ಎಂದು ತಿಳಿಸಿದ್ದಾರೆ. — [225, 386, 419, 451]
kannada-box — [495, 1162, 614, 1449]
para-4: ಗ್ರಹಣದ ನಂತರದ ಪೂಜೆ ಸಮಯ ಬೆಳಗ್ಗೆ 7.30 ರಿಂದ ಆರಂಭವಾಗಿ ಮಧ್ಯಾಹ್ನದವರೆಗೆ ನಡೆಯಲಿದೆ ಎಂದು ದೇವಸ್ಥಾನದ ಆಡಳಿತ ಮಂಡಳಿ ತಿಳಿಸಿದೆ. — [1140, 269, 1522, 299]
dubai-box — [1000, 1260, 1522, 1341]
muda-box — [1000, 1171, 1522, 1252]
kicker: ಬೆಳೆಗಾರರಿಗೆ ಕೇಂದ್ರ ಸಚಿವ ಎಚ್.ಡಿ. ಕುಮಾರಸ್ವಾಮಿ ಭರವಸೆ — [328, 596, 604, 613]
masthead-date-block — [20, 20, 212, 83]
kiru-overflow — [20, 1105, 306, 1449]
placard-1: ಕನಿಷ್ಠ ಗೌರವಧನ ಸಮಯವೂರಿನಲ್ಲಿ ₹ 10,000 ನೀಡಿ — [462, 418, 611, 455]
pointing-hand-icon — [20, 597, 60, 636]
para-1: ಪಂಚಾಯ್ತಿ ಇಲಾಖೆಯ ಹುದ್ದೆಗಳ ನೇಮಕಾತಿಯಲ್ಲಿ ಹಳೆಯ ಮೀಸಲಾತಿಯನ್ನೇ ಅನುಸರಿಸಲಾಗುವುದು ಎಂದು ಲೋಕೋಪಯೋಗಿ ಸಚಿವ ಸತೀಶ ಜಾರಕಿಹೊಳಿ ಹೇಳಿದ್ದಾರೆ. ಒಟ್ಟು 56,432 ಹುದ್ದೆಗಳ ಭರ್ತಿಗೆ ಕ್ರಮ ಕೈಗೊಳ್ಳಲಾಗಿದೆ ಎಂದು ತಿಳಿಸಿದರು. — [879, 1549, 1073, 1648]
bommai-quote-box — [20, 990, 306, 1083]
politician-portrait — [949, 700, 1247, 815]
social-post-screenshot — [20, 233, 197, 378]
para-2: ಆ ಖಾತೆಯಿಂದ 'ಸಿದ್ಧರಾಗಿ' ಎಂಬ ಒಕ್ಕಣೆಯೊಂದಿಗೆ ಉಳ್ಳಾಲ ಮಸೀದಿ ಬಳಿ ಬಾಂಬ್ ಸ್ಫೋಟ ಮಾಡುವೆ ಎಂಬ ಫೋಟೊ ಸಹಿತ ಹೇಳಿಕೆ ಹಾಕಲಾಗಿದ್ದು, ಈ ಫೋಟೊ ವೈರಲ್ ಆಗಿದೆ. — [204, 234, 419, 282]
bommai-portrait — [213, 874, 306, 958]
headline: ಗ್ರಹಣ: ಪೂಜೆ ಸಮಯ ಬದಲು — [1140, 108, 1373, 135]
bharat-reddy-photo — [636, 1211, 991, 1357]
box-heading: ಮುದ್ರಪಾತ್ರದಲ್ಲಿ ಸಿಲುಕಿದ ಕುಮಾರಣಿಗೆ ನಿವಾರ — [1010, 1181, 1242, 1199]
kiru-badge-word1: ಕಿರು — [68, 603, 98, 629]
para-2: ಸುರಕ್ಷತೆಯೇ ಮೊದಲ ಆದ್ಯತೆ. ಯಾವುದೇ ಕಾರಣಕ್ಕೂ ನಮ್ಮ ಜನರಿಗೆ ತೊಂದರೆಯಾಗದಂತೆ ನೋಡಿಕೊಳ್ಳಲಾಗುವುದು ಎಂದು ತಿಳಿಸಿದರು. — [328, 1257, 488, 1304]
box-heading: ಕಾನೂನಿನಂತೆ ಮೀಸಲಾತಿ — [584, 1561, 710, 1579]
para-3: ಹಾಲಿನಾಡ ಮೇಲಿನವರ ಕೆಲವು ನಿರ್ವಹಿಸುತ್ತಿದ್ದ ಉಳ್ಳಾಲ ಪೊಲೀಸ್ ಠಾಣಾ ಸ್ಥಳಕ್ಕೆ ಸಂದೇಶವು ರವಾನೆ ಮಾಡಿರುವ ಆರೋಪವು ಗಾಬರಿಯಲ್ಲಿ ಈ ಬಗ್ಗೆ ಆಗಲೇ ನಿಯಮ ದಾಖಲಿಸಿ ಉಳ್ಳಾಲ ಠಾಣೆಯಲ್ಲಿ ಪ್ರಕರಣ ದಾಖಲಾಗಿದೆ. — [20, 386, 214, 451]
box-body: ಕೇಂದ್ರ ಪ್ರಕಟಣೆಗೆ ಉಂಟಾಗಿದ್ದ ಗೊಂದಲಗಳನ್ನು ನಿವಾರಿಸಲಾಗಿದೆ. ಕನ್ನಡಿಗರ ಹಿತಾಸಕ್ತಿ ಕಾಪಾಡಲು ಎಲ್ಲ ಕ್ರಮ ಕೈಗೊಳ್ಳಲಾಗುವುದು. ಈ ಬಗ್ಗೆ ಯಾರೂ ಆತಂಕ ಪಡಬೇಕಾಗಿಲ್ಲ ಎಂದು ಅವರು ಸ್ಪಷ್ಟಪಡಿಸಿದರು. ಸರ್ಕಾರದ ನಿಲುವು ಸ್ಪಷ್ಟವಾಗಿದೆ. ಎಲ್ಲರಿಗೂ ನ್ಯಾಯ ಸಿಗಲಿದೆ ಎಂದು ಹೇಳಿದರು. — [506, 1218, 603, 1438]
para-2: ಸರ್ಕಾರದ ಮಟ್ಟದಲ್ಲಿ ಚರ್ಚೆ ನಡೆದಿದ್ದು, ಶೀಘ್ರದಲ್ಲಿಯೇ ಅಧಿಸೂಚನೆ ಹೊರಡಿಸಲಾಗುವುದು. ಅಭ್ಯರ್ಥಿಗಳು ಆತಂಕ ಪಡಬೇಕಾಗಿಲ್ಲ ಎಂದರು. — [879, 1786, 1073, 1833]
kiru-item-1-body: ರಾಜ್ಯದ ದ್ವಿತೀಯ ಪಿಯುಸಿ ಪರೀಕ್ಷೆಯ ಮೊದಲ ದಿನವಾದ ಸೋಮವಾರ 1,802 ವಿದ್ಯಾರ್ಥಿಗಳು ಗೈರುಹಾಜರಾಗಿದ್ದಾರೆ. ಒಟ್ಟು 77,184 ವಿದ್ಯಾರ್ಥಿಗಳು ನೋಂದಣಿಯಾಗಿದ್ದರು. ಇದರಲ್ಲಿ 75,382 ವಿದ್ಯಾರ್ಥಿಗಳು ಪರೀಕ್ಷೆ ಬರೆದಿದ್ದಾರೆ. ಬೆಂಗಳೂರು ಗ್ರಾಮಾಂತರ 265, ಬೆಂಗಳೂರು ಉತ್ತರ 231, ಬೆಂಗಳೂರು ದಕ್ಷಿಣ 144, ರಾಮನಗರ 126, ಚಿಕ್ಕಬಳ್ಳಾಪುರ 112 ವಿದ್ಯಾರ್ಥಿಗಳು ಗೈರಾಗಿದ್ದಾರೆ. ಒಟ್ಟಾರೆ ಹಾಜರಾತಿ ಶೇ.97.87 ದಾಖಲಾಗಿದೆ ಎಂದು ಶೇ. 99.64 ದಾಖಲಾಗಿದೆ. — [20, 677, 306, 794]
placard-4: ಶಿಶು ಅಭಿವೃದ್ಧಿಗೆ ಆದ್ಯತೆ ನೀಡಿ — [928, 430, 1057, 455]
kiru-suddi-badge — [20, 597, 306, 636]
para-1: ವಿದೇಶಗಳಲ್ಲಿ ಸಿಲುಕಿರುವ ಭಾರತೀಯರನ್ನು ಸುರಕ್ಷಿತವಾಗಿ ಕರೆತರಲು ಕೇಂದ್ರ ಸರ್ಕಾರ ಬದ್ಧವಾಗಿದೆ. ಈ ಬಗ್ಗೆ ವಿದೇಶಾಂಗ ಸಚಿವಾಲಯ ಕಾರ್ಯಪ್ರವೃತ್ತವಾಗಿದೆ ಎಂದು ಹೇಳಿದರು. — [328, 1165, 488, 1246]
para-1: ಚಂದ್ರಗ್ರಹಣ ಹಿನ್ನೆಲೆಯಲ್ಲಿ ಮಾ.3ರಂದು ಗೋಳಗಾಯಿ ಶ್ರೀಕ್ಷೇತ್ರದಲ್ಲಿ ರಾಜ್ಯದ ವಿವಿಧ ದೇವಾಲಯಗಳಲ್ಲಿ ಪೂಜಾ ಸಮಯ ಬದಲಾವಣೆಯಾಗಲಿದೆ. — [1140, 147, 1522, 177]
para-1: ಉಳ್ಳಾಲ ಮಸೀದಿ ಬಳಿ ಬಾಂಬ್ ಸ್ಫೋಟಿಸುತ್ತೇನೆ, ಸಿದ್ಧವಾಗಿ ಎಂದು ಎಕ್ಸ್‌ನಲ್ಲಿ ಹೇಳಿಕೊಂಡಿದ್ದ ಹಿಂದೂ ಸಂಘಟನೆ ಕಾರ್ಯಕರ್ತ ಎಂದು ಹೇಳಿಕೊಂಡಿದ್ದ ಭಾವಚಿತ್ರವುಳ್ಳ ಖಾತೆ ವಿರುದ್ಧ ಪೂರ್ಣಪ್ರಜ್ಞ ಪ್ರಕರಣದಾಖಲು ಕಮಿಷನ್ ಠಾಣೆಯಲ್ಲಿ ಪ್ರಕರಣ ದಾಖಲಿಸಲಾಗಿದೆ. — [20, 177, 419, 224]
reservation-box — [574, 1551, 857, 1793]
box-caption: ಸಿಬಿಐ ಈ ಬಗ್ಗೆ ಪರಿಶೀಲನೆ ಮಾಡಲಿ ಎಂದು ಹೇಳಿದರು. — [779, 955, 916, 980]
phone-tapping-box: ಎಲ್ಲಾ ಸರ್ಕಾರದಲ್ಲೂ ಫೋನ್ ಟ್ಯಾಪಿಂಗ್ ಇತ್ತು ● ಮೈಸೂರು: ಎಲ್ಲಾ ಸರ್ಕಾರಗಳ ಅವಧಿಯಲ್ಲೂ ಫೋನ್ ಟ್ಯಾಪಿಂಗ್ ಇತ್ತು. ಇದೇನೂ ಹೊಸ ವಿಚಾರವಲ್ಲ ಎಂದು ಕೇಂದ್ರ ಸಚಿವ ಎಚ್.ಡಿ. ಕುಮಾರಸ್ವಾಮಿ ಹೇಳಿದ್ದಾರೆ. ಸುದ್ದಿಗಾರರೊಂದಿಗೆ ಮಾತನಾಡಿದ ಅವರು, ನನ್ನ ಅವಧಿಯಲ್ಲೂ ಇಂತಹ ಆರೋಪಗಳು ಬಂದಿದ್ದವು. ಆದರೆ ಯಾವುದೇ ಸಾಕ್ಷ್ಯ ಸಿಕ್ಕಿಲ್ಲ ಎಂದರು. ಈಗಿನ ಸರ್ಕಾರ ಈ ಬಗ್ಗೆ ಸ್ಪಷ್ಟನೆ ನೀಡಬೇಕು. ತನಿಖೆಗೆ ಆದೇಶಿಸಬೇಕು ಎಂದು ಅವರು ಆಗ್ರಹಿಸಿದರು. ಸಿಬಿಐ ಈ ಬಗ್ಗೆ ಪರಿಶೀಲನೆ ಮಾಡಲಿ ಎಂದು ಹೇಳಿದರು. — [769, 683, 927, 998]
masthead — [20, 17, 1522, 97]
kicker: ರಾಜಕೀಯ ಆಸಗತ್ಯ: ಸಮಾಜ ಕಲ್ಯಾಣ ಇಲಾಖೆ ಸಚಿವ ಡಾ.ಎಚ್.ಸಿ.ಮಹದೇವಪ್ಪ — [20, 1479, 382, 1496]
column-kiru-suddi: ☝ ಕಿರುಸುದ್ದಿ ಪಿಯು ಪರೀಕ್ಷೆ: 1,802 ವಿದ್ಯಾರ್ಥಿಗಳ ಗೈರು ● ಬೆಂಗಳೂರು: ರಾಜ್ಯದ ದ್ವಿತೀಯ ಪಿಯುಸಿ ಪರೀಕ್ಷೆಯ ಮೊದಲ ದಿನವಾದ ಸೋಮವಾರ 1,802 ವಿದ್ಯಾರ್ಥಿಗಳು ಗೈರುಹಾಜರಾಗಿದ್ದಾರೆ. ಒಟ್ಟು 77,184 ವಿದ್ಯಾರ್ಥಿಗಳು ನೋಂದಣಿಯಾಗಿದ್ದರು. ಇದರಲ್ಲಿ 75,382 ವಿದ್ಯಾರ್ಥಿಗಳು ಪರೀಕ್ಷೆ ಬರೆದಿದ್ದಾರೆ. ಬೆಂಗಳೂರು ಗ್ರಾಮಾಂತರ 265, ಬೆಂಗಳೂರು ಉತ್ತರ 231, ಬೆಂಗಳೂರು ದಕ್ಷಿಣ 144, ರಾಮನಗರ 126, ಚಿಕ್ಕಬಳ್ಳಾಪುರ 112 ವಿದ್ಯಾರ್ಥಿಗಳು ಗೈರಾಗಿದ್ದಾರೆ. ಒಟ್ಟಾರೆ ಹಾಜರಾತಿ ಶೇ.97.87 ದಾಖಲಾಗಿದೆ ಎಂದು ಶೇ. 99.64 ದಾಖಲಾಗಿದೆ. ವಿಶ್ವಾಸಕ್ಕೆ ತೆಗೆದುಕೊಂಡು ನೇಮಕ ಮಾಡಿ: ಬೊಮ್ಮಾಯಿ ● ಬೆಂಗಳೂರು: ಪಕ್ಷದ ಸಂಘಟನೆಯಲ್ಲಿ ಎಲ್ಲರನ್ನೂ ವಿಶ್ವಾಸಕ್ಕೆ ತೆಗೆದುಕೊಂಡು ನೇಮಕ ಮಾಡಬೇಕು ಎಂದು ಮಾಜಿ ಮುಖ್ಯಮಂತ್ರಿ ಬಸವರಾಜ ಬೊಮ್ಮಾಯಿ ಹೇಳಿದ್ದಾರೆ. ಪಕ್ಷದ ಹಿರಿಯರನ್ನು ಕಡೆಗಣಿಸಬಾರದು. ಎಲ್ಲರ ಅಭಿಪ್ರಾಯ ಪಡೆದು ತೀರ್ಮಾನ ಕೈಗೊಳ್ಳಬೇಕು ಎಂದಿದ್ದಾರೆ. ಅಸಮಾಧಾನ ತೋರುವ ಬದಲು ಚರ್ಚೆ ನಡೆಸಲಿ ಆಕ್ಷೇಪ ವ್ಯಕ್ತಪಡಿಸುವ ಬದಲು ಪಕ್ಷದ ಸಂಘಟನೆ ಬಗ್ಗೆ ಚರ್ಚೆ ನಡೆಸಬೇಕು. ಬಿಜೆಪಿಯಲ್ಲಿ ಎಲ್ಲರೂ ಒಂದೇ. ಯಾವುದೇ ಭಿನ್ನಮತ ಇಲ್ಲ. ಪಕ್ಷ ಸಂಘಟನೆಗೆ ಎಲ್ಲರೂ ಕೈಜೋಡಿಸಬೇಕು ಎಂದು ಅವರು ಹೇಳಿದ್ದಾರೆ. — [20, 597, 306, 1083]
logo-tagline: ಸತ್ಯ ಸ್ಪಷ್ಟ ನಿಷ್ಪಕ್ಷ — [1432, 75, 1478, 84]
box-source: ಸತೀಶ ಜಾರಕಿಹೊಳಿ, ಸಚಿವ — [1315, 1630, 1405, 1642]
para-3: ಹಕ್ಕುಗಳ ರಕ್ಷಣೆಗಾಗಿ ಸದನ ಸಮಿತಿ ರಚನೆ ಮಾಡಬೇಕು. ಸಾರ್ವಜನಿಕರ ದೂರುಗಳಿಗೆ ಸ್ಪಂದಿಸಬೇಕು ಎಂಬ ಬೇಡಿಕೆ ಮಂಡಿಸಲಾಯಿತು. — [949, 880, 1247, 911]
dateline: ಬಾಗಲಕೋಟೆ: — [896, 1549, 948, 1562]
para-1: ತಿ.ನರಸೀಪುರದ ರೇಷ್ಮೆ ಕಾರ್ಖಾನೆಯನ್ನು ಮುಚ್ಚುವುದಿಲ್ಲ ಎಂದು ಸಮಾಜ ಕಲ್ಯಾಣ ಇಲಾಖೆ ಸಚಿವ ಡಾ.ಎಚ್.ಸಿ.ಮಹದೇವಪ್ಪ ಸ್ಪಷ್ಟಪಡಿಸಿದ್ದಾರೆ. ಕಾರ್ಖಾನೆ ಮುಚ್ಚುವ ಪ್ರಸ್ತಾಪವೇ ಇಲ್ಲ. ಕಾರ್ಮಿಕರ ಹಿತ ಕಾಪಾಡಲಾಗುವುದು ಎಂದರು. — [20, 1552, 288, 1617]
dateline: ಬೆಂಗಳೂರು: — [35, 876, 81, 889]
box-body: ದುಬೈನಲ್ಲಿ ಉಂಟಾಗಿರುವ ಪರಿಸ್ಥಿತಿಯಿಂದಾಗಿ 10 ಮಂದಿ ಪರದಾಡುತ್ತಿದ್ದಾರೆ. ಅವರನ್ನು ಸುರಕ್ಷಿತವಾಗಿ ಕರೆತರಲು ಕ್ರಮ ಕೈಗೊಳ್ಳಲಾಗುತ್ತಿದೆ. ರಾಯಭಾರ ಕಚೇರಿ ಸಂಪರ್ಕದಲ್ಲಿದೆ ಎಂದು ಅಧಿಕಾರಿಗಳು ತಿಳಿಸಿದ್ದಾರೆ. ಎಲ್ಲರೂ ಸುರಕ್ಷಿತವಾಗಿದ್ದಾರೆ ಎಂದು ಕುಟುಂಬದವರಿಗೆ ಮಾಹಿತಿ ನೀಡಲಾಗಿದೆ. — [1010, 1298, 1511, 1328]
dateline: ಮೈಸೂರು: — [339, 684, 378, 697]
story-body: ● ಉಳ್ಳಾಲ: ಉಳ್ಳಾಲ ಮಸೀದಿ ಬಳಿ ಬಾಂಬ್ ಸ್ಫೋಟಿಸುತ್ತೇನೆ, ಸಿದ್ಧವಾಗಿ ಎಂದು ಎಕ್ಸ್‌ನಲ್ಲಿ ಹೇಳಿಕೊಂಡಿದ್ದ ಹಿಂದೂ ಸಂಘಟನೆ ಕಾರ್ಯಕರ್ತ ಎಂದು ಹೇಳಿಕೊಂಡಿದ್ದ ಭಾವಚಿತ್ರವುಳ್ಳ ಖಾತೆ ವಿರುದ್ಧ ಪೂರ್ಣಪ್ರಜ್ಞ ಪ್ರಕರಣದಾಖಲು ಕಮಿಷನ್ ಠಾಣೆಯಲ್ಲಿ ಪ್ರಕರಣ ದಾಖಲಿಸಲಾಗಿದೆ. — [20, 177, 419, 224]
headline: ತಂಬಾಕು ಚರ್ಚೆಗೆ ಸಿದ್ಧ — [475, 620, 780, 669]
kicker: ದುಬೈನಲ್ಲಿ ಸಿಲುಕಿದ ಶಾಸಕ ನಾರಾ ಭರತ್ ರೆಡ್ಡಿ | ವಿಡಿಯೋ ರಿಲೀಸ್ — [636, 1105, 937, 1122]
logo-word-3: ಓಜೆ — [1437, 48, 1474, 78]
dateline: ಬೆಂಗಳೂರು: — [38, 677, 84, 690]
contractor-dues-box: ರಾಜ್ಯದಲ್ಲಿ ಗುತ್ತಿಗೆದಾರರ ಬಾಕಿ ಹಣ ಬಿಡುಗಡೆಗೆ ಸರ್ಕಾರ ಪ್ರಾಮಾಣಿಕ ಪ್ರಯತ್ನ ಮಾಡುತ್ತಿದೆ. ಸಿಎಂ ಸಿದ್ದರಾಮಯ್ಯ ಅವರ ಜೊತೆ ಚರ್ಚೆ ನಡೆಸಿ ಬಾಕಿ ಮೊತ್ತ ಬಿಡುಗಡೆ ಮಾಡಲಾಗುವುದು ಎಂದು ಹೇಳಿದರು. ■ ಸತೀಶ ಜಾರಕಿಹೊಳಿ, ಸಚಿವ — [1296, 1547, 1522, 1653]
kiru-item-1-title: ಪಿಯು ಪರೀಕ್ಷೆ: 1,802 ವಿದ್ಯಾರ್ಥಿಗಳ ಗೈರು — [20, 644, 283, 666]
masthead-day: ಮಂಗಳವಾರ — [81, 21, 151, 41]
para-3: ತಂಬಾಕು ಮಂಡಳಿಯ ಅಧಿಕಾರಿಗಳ ಜೊತೆ ಚರ್ಚಿಸಿ ಸೂಕ್ತ ಕ್ರಮ ಕೈಗೊಳ್ಳಲಾಗುವುದು. ರೈತರ ಹಿತ ಕಾಪಾಡುವುದು ನಮ್ಮ ಆದ್ಯತೆ. ಬೆಳೆಗಾರರ ಸಂಕಷ್ಟ ನಿವಾರಣೆಗೆ ಎಲ್ಲ ಕ್ರಮ ಕೈಗೊಳ್ಳಲಾಗುವುದು ಎಂದು ಅವರು ಭರವಸೆ ನೀಡಿದರು. — [621, 684, 759, 801]
box-heading: ದುಬೈನಲ್ಲಿ ಯುದ್ಧ ಭೀತಿ: 10 ಮಂದಿ ಪರದಾಟ — [1010, 1270, 1243, 1288]
para-3: ಒಟ್ಟು 35 ಜನರ ತಂಡ ಅಲ್ಲಿದ್ದು 15 ಜನರು ಸೇರಿ 50 ಜನ ಇದ್ದಾರೆ. ಎಲ್ಲರನ್ನೂ ಸುರಕ್ಷಿತವಾಗಿ ಕರೆತರಲು ಕ್ರಮ ಕೈಗೊಳ್ಳಲಾಗುತ್ತಿದೆ ಎಂದು ಸರ್ಕಾರ ತಿಳಿಸಿದೆ. — [636, 1404, 991, 1434]
box-body: ಮುದ್ರಪಾತ್ರದಲ್ಲಿ ಸಿಲುಕಿದ್ದ ಪ್ರಕರಣದ ಬಗ್ಗೆ ಕೇಂದ್ರ ಸಚಿವರು ಸ್ಪಷ್ಟನೆ ನೀಡಿದ್ದಾರೆ. ತನಿಖೆಗೆ ಸಂಪೂರ್ಣ ಸಹಕಾರ ನೀಡುವುದಾಗಿ ತಿಳಿಸಿದ್ದಾರೆ. ಯಾವುದೇ ತಪ್ಪು ಮಾಡಿಲ್ಲ. ಕಾನೂನು ಪ್ರಕಾರ ಎಲ್ಲವೂ ನಡೆದಿದೆ ಎಂದು ಅವರು ಹೇಳಿದ್ದಾರೆ. — [1010, 1209, 1511, 1240]
kicker: ಅಧಿವೇಶನದಲ್ಲಿ ಮಸೂದೆಗಳು ಕಡಿಮೆ, ಹೋರಾಟ — [949, 596, 1173, 613]
story-eclipse: ಗ್ರಹಣ: ಪೂಜೆ ಸಮಯ ಬದಲು ● ಬೆಂಗಳೂರು: ಚಂದ್ರಗ್ರಹಣ ಹಿನ್ನೆಲೆಯಲ್ಲಿ ಮಾ.3ರಂದು ಗೋಳಗಾಯಿ ಶ್ರೀಕ್ಷೇತ್ರದಲ್ಲಿ ರಾಜ್ಯದ ವಿವಿಧ ದೇವಾಲಯಗಳಲ್ಲಿ ಪೂಜಾ ಸಮಯ ಬದಲಾವಣೆಯಾಗಲಿದೆ. ಮಧ್ಯಾಹ್ನ 3.30 ರಿಂದ ರಾತ್ರಿ 6.48 ರವರೆಗೆ ಚಂದ್ರಗ್ರಹಣ ಗೋಚರಿಸಲಿದ್ದು, ಈ ಸಂದರ್ಭದಲ್ಲಿ ಬೆಂಗಳೂರಿನ ಶ್ರೀ ಗೋಪಾಲಸ್ವಾಮಿ ದೇವಾಲಯ, ಹಲವಾರು ದೇವಾಲಯಗಳಲ್ಲಿ ವಿಶೇಷ ಪೂಜೆ ನಡೆಸಲಾಗುತ್ತದೆ. ಶ್ರೀ ನಂದಿ ದೇವಸ್ಥಾನ, ಚಾಮರಾಜಪೇಟೆ ದೇವಾಲಯ, ಮಲ್ಲೇಶ್ವರಂನ ಕಾಡು ಮಲ್ಲೇಶ್ವರ ದೇವಾಲಯ ಸೇರಿದಂತೆ ರಾಜ್ಯದ ವಿವಿಧ ದೇವಾಲಯಗಳಲ್ಲಿ ಪೂಜಾ ಸಮಯದಲ್ಲಿ ಬದಲಾವಣೆ ಮಾಡಲಾಗಿದೆ. ಗ್ರಹಣದ ನಂತರದ ಪೂಜೆ ಸಮಯ ಬೆಳಗ್ಗೆ 7.30 ರಿಂದ ಆರಂಭವಾಗಿ ಮಧ್ಯಾಹ್ನದವರೆಗೆ ನಡೆಯಲಿದೆ ಎಂದು ದೇವಸ್ಥಾನದ ಆಡಳಿತ ಮಂಡಳಿ ತಿಳಿಸಿದೆ. ಹಲವಾರು ದೇವಾಲಯಗಳಲ್ಲಿ ಗ್ರಹಣದ ವೇಳೆ 11 ಗಂಟೆಗಳ ಕಾಲ ಬಾಗಿಲು ಮುಚ್ಚಲಾಗುತ್ತದೆ. ಮಾ.3ರಂದು ಮಧ್ಯಾಹ್ನ 3 ಗಂಟೆಯಿಂದ 12 ಗಂಟೆವರೆಗೆ ದೇವಾಲಯಗಳ ದರ್ಶನ ಇರುವುದಿಲ್ಲ ಎಂದು ತಿಳಿಸಿದ್ದಾರೆ. — [1140, 107, 1522, 571]
box-heading: ಕನ್ನಡಿಗರು ಸಂಪೂರ್ಣಸಿದ್ಧರೇ — [506, 1173, 585, 1208]
para-2: ಕಾರ್ಖಾನೆಯ ಆಧುನೀಕರಣಕ್ಕೆ ಸರ್ಕಾರ ಅನುದಾನ ನೀಡಲಿದೆ. ಉತ್ಪಾದನೆ ಹೆಚ್ಚಿಸಲು ಕ್ರಮ ಕೈಗೊಳ್ಳಲಾಗುವುದು. ರೈತರಿಂದ ರೇಷ್ಮೆ ಗೂಡು ಖರೀದಿಗೆ ಸೂಕ್ತ ವ್ಯವಸ್ಥೆ ಮಾಡಲಾಗುವುದು ಎಂದು ತಿಳಿಸಿದರು. — [20, 1628, 288, 1675]
photo-caption: ಮೈಸೂರಿನ ಮಾನಸ ಗಂಗೋತ್ರಿಯಲ್ಲಿ ಎಚ್.ಡಿ. ಕುಮಾರಸ್ವಾಮಿ ಅವರು ಸಭೆ ನಡೆಸಿದರು. — [328, 906, 587, 917]
kiru-item-2-title: ವಿಶ್ವಾಸಕ್ಕೆ ತೆಗೆದುಕೊಂಡು ನೇಮಕ ಮಾಡಿ: ಬೊಮ್ಮಾಯಿ — [20, 818, 267, 865]
meeting-photo — [328, 740, 612, 901]
